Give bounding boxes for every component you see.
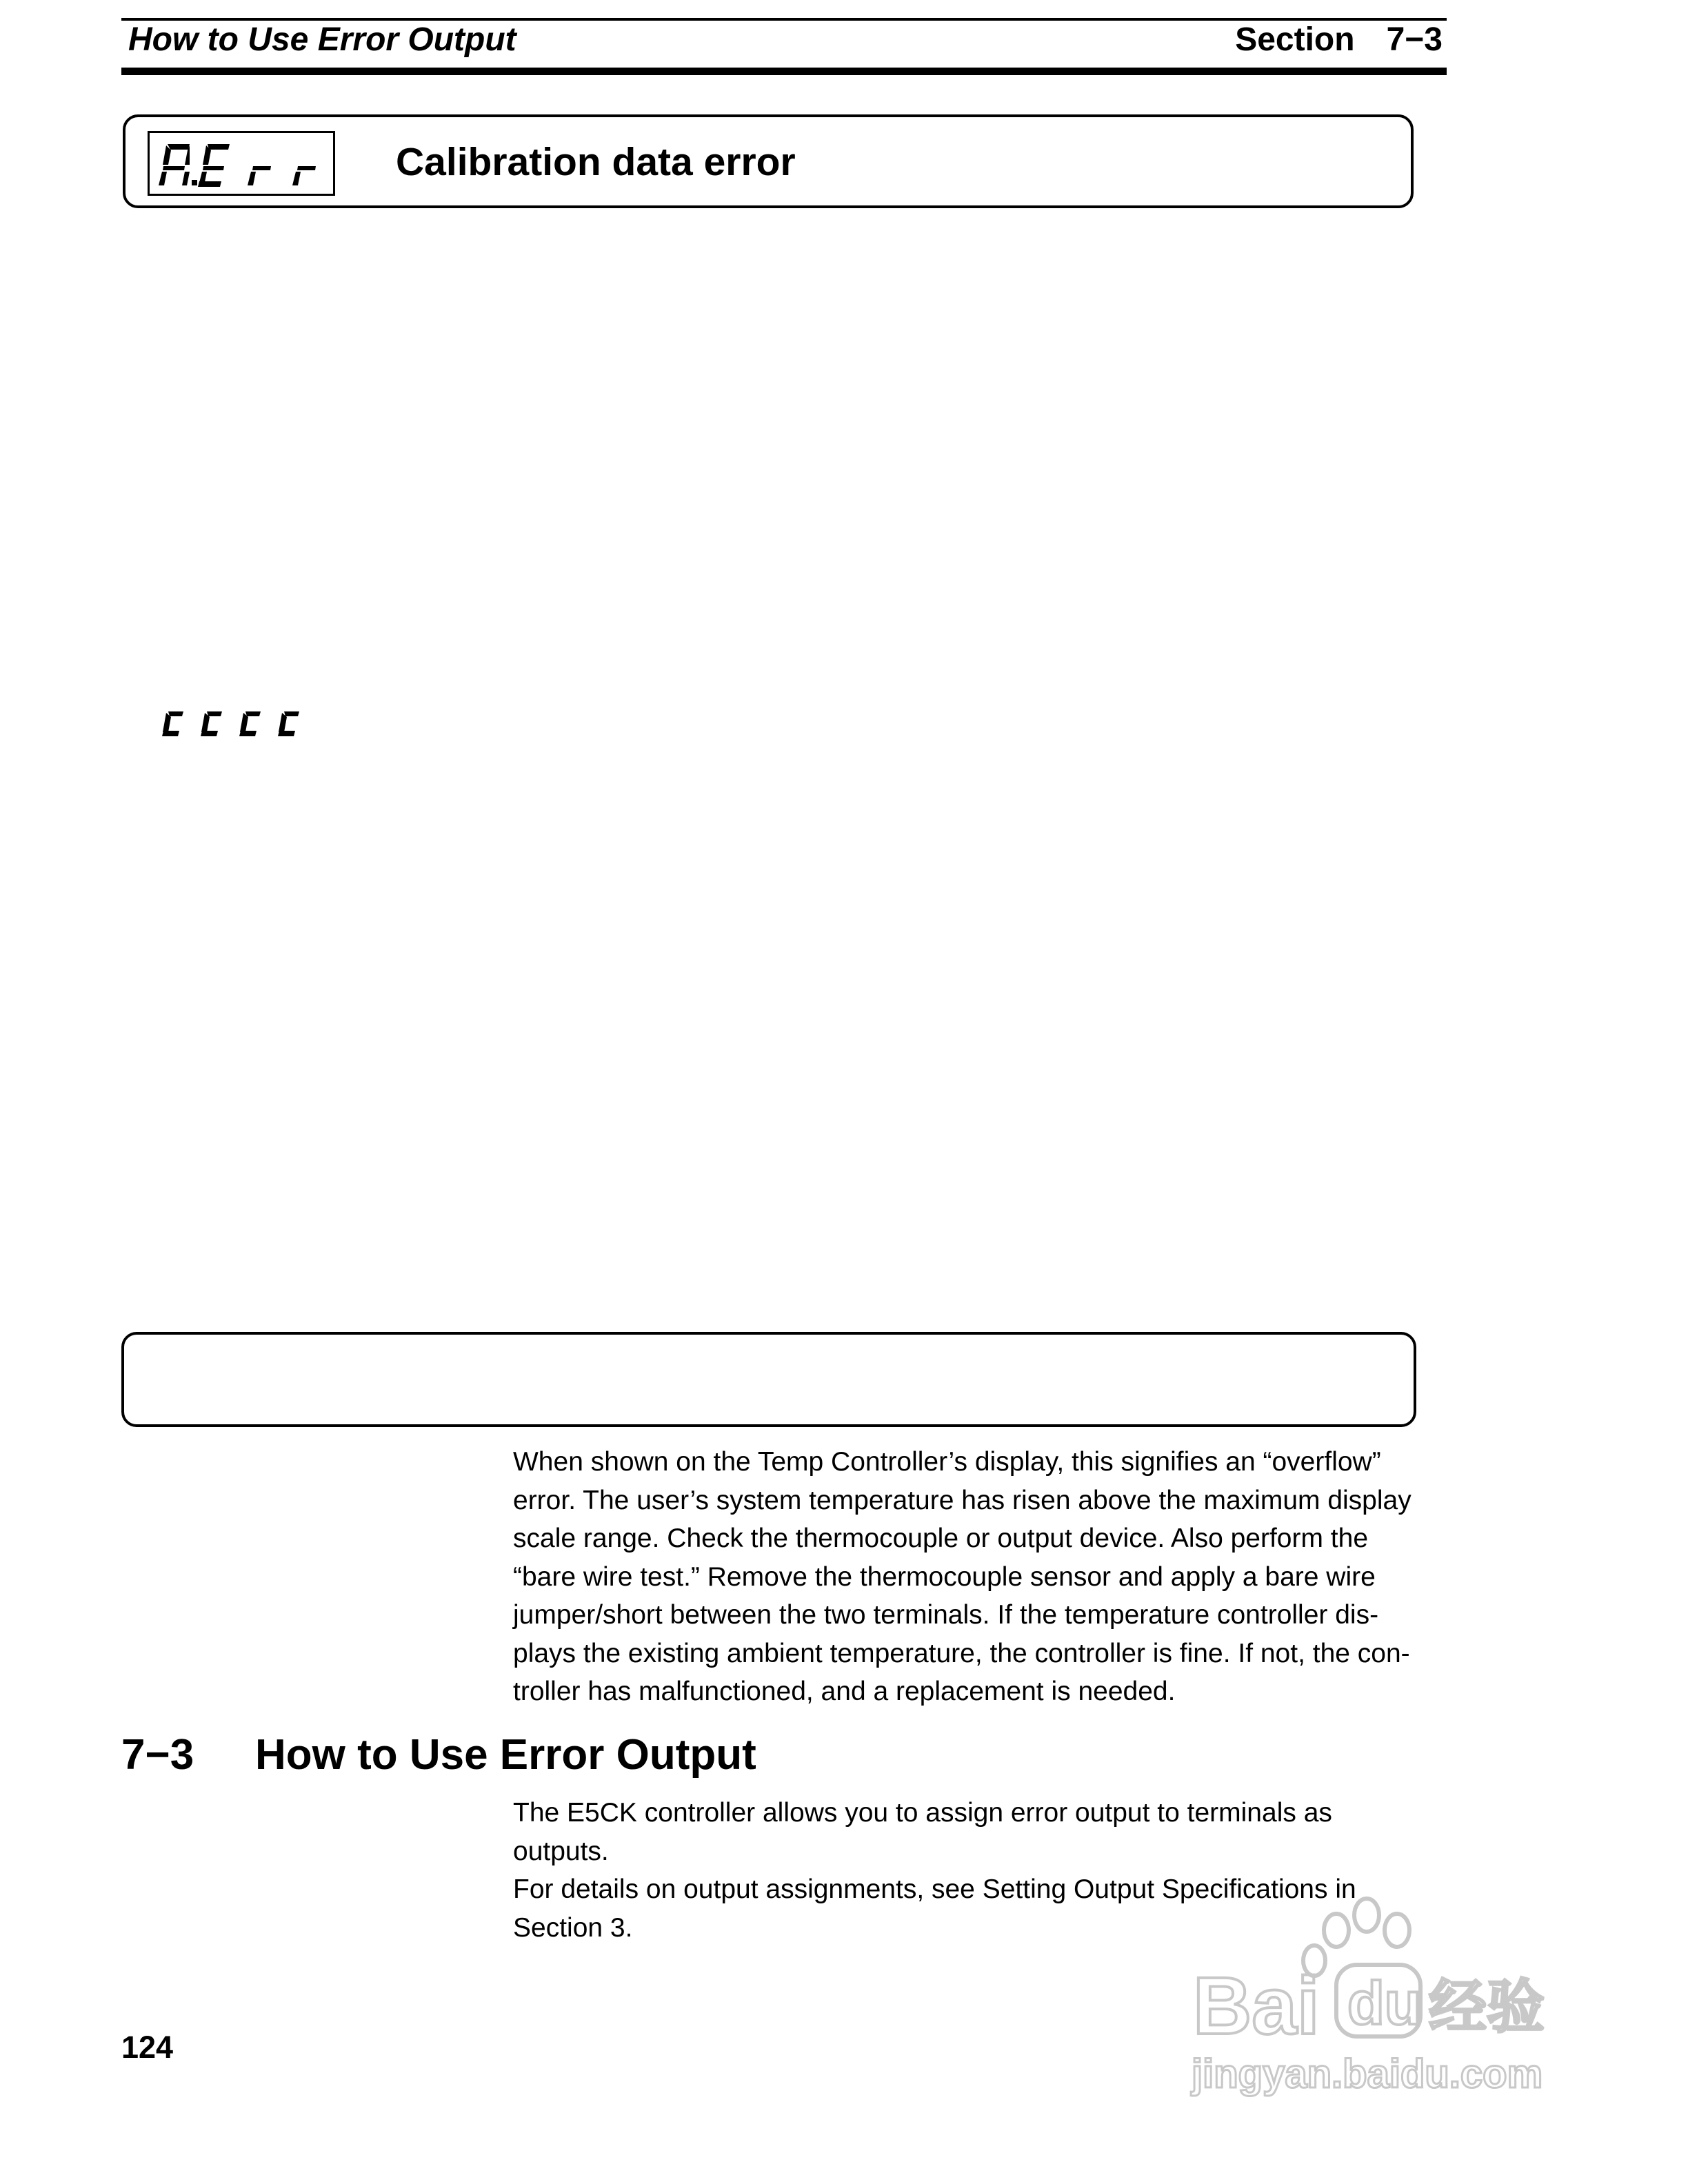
- seven-segment-display: [148, 131, 335, 196]
- section-label: Section: [1235, 21, 1355, 58]
- seven-segment-aerr: [150, 133, 333, 194]
- page-number: 124: [121, 2030, 174, 2065]
- paragraph-line: jumper/short between the two terminals. If the temperature controller dis-: [513, 1600, 1379, 1630]
- paragraph-line: troller has malfunctioned, and a replacement is needed.: [513, 1677, 1176, 1706]
- watermark-tagline: 经验: [1429, 1973, 1545, 2041]
- svg-text:du: du: [1347, 1969, 1422, 2037]
- baidu-watermark: [1186, 1889, 1586, 2113]
- error-heading: Calibration data error: [396, 140, 796, 184]
- section-heading-number: 7−3: [121, 1731, 194, 1779]
- section-heading: [121, 1730, 756, 1779]
- paragraph-line: The E5CK controller allows you to assign error output to terminals as: [513, 1798, 1332, 1828]
- watermark-url: jingyan.baidu.com: [1192, 2052, 1543, 2096]
- svg-text:Bai: Bai: [1193, 1961, 1320, 2052]
- watermark-graphic: [1186, 1889, 1586, 2110]
- paragraph-line: Section 3.: [513, 1912, 633, 1943]
- section-number: 7−3: [1386, 21, 1443, 58]
- error-description-box: [123, 114, 1414, 208]
- paragraph-line: outputs.: [513, 1836, 609, 1866]
- overflow-paragraph: [513, 1443, 1437, 1711]
- empty-callout-box: [121, 1332, 1416, 1427]
- header-bottom-rule: [121, 68, 1447, 75]
- paragraph-line: “bare wire test.” Remove the thermocouple sensor and apply a bare wire: [513, 1561, 1376, 1592]
- running-header-title: How to Use Error Output: [128, 21, 516, 58]
- paragraph-line: When shown on the Temp Controller’s display, this signifies an “overflow”: [513, 1447, 1381, 1477]
- running-header-section: [1235, 21, 1443, 59]
- paragraph-line: For details on output assignments, see Setting Output Specifications in: [513, 1874, 1356, 1904]
- seven-segment-cccc: [160, 707, 312, 744]
- paragraph-line: scale range. Check the thermocouple or output device. Also perform the: [513, 1524, 1369, 1553]
- section-heading-title: How to Use Error Output: [255, 1731, 756, 1779]
- paragraph-line: error. The user’s system temperature has risen above the maximum display: [513, 1485, 1411, 1515]
- paragraph-line: plays the existing ambient temperature, the controller is fine. If not, the con-: [513, 1638, 1410, 1668]
- segment-cccc-graphic: [160, 707, 312, 740]
